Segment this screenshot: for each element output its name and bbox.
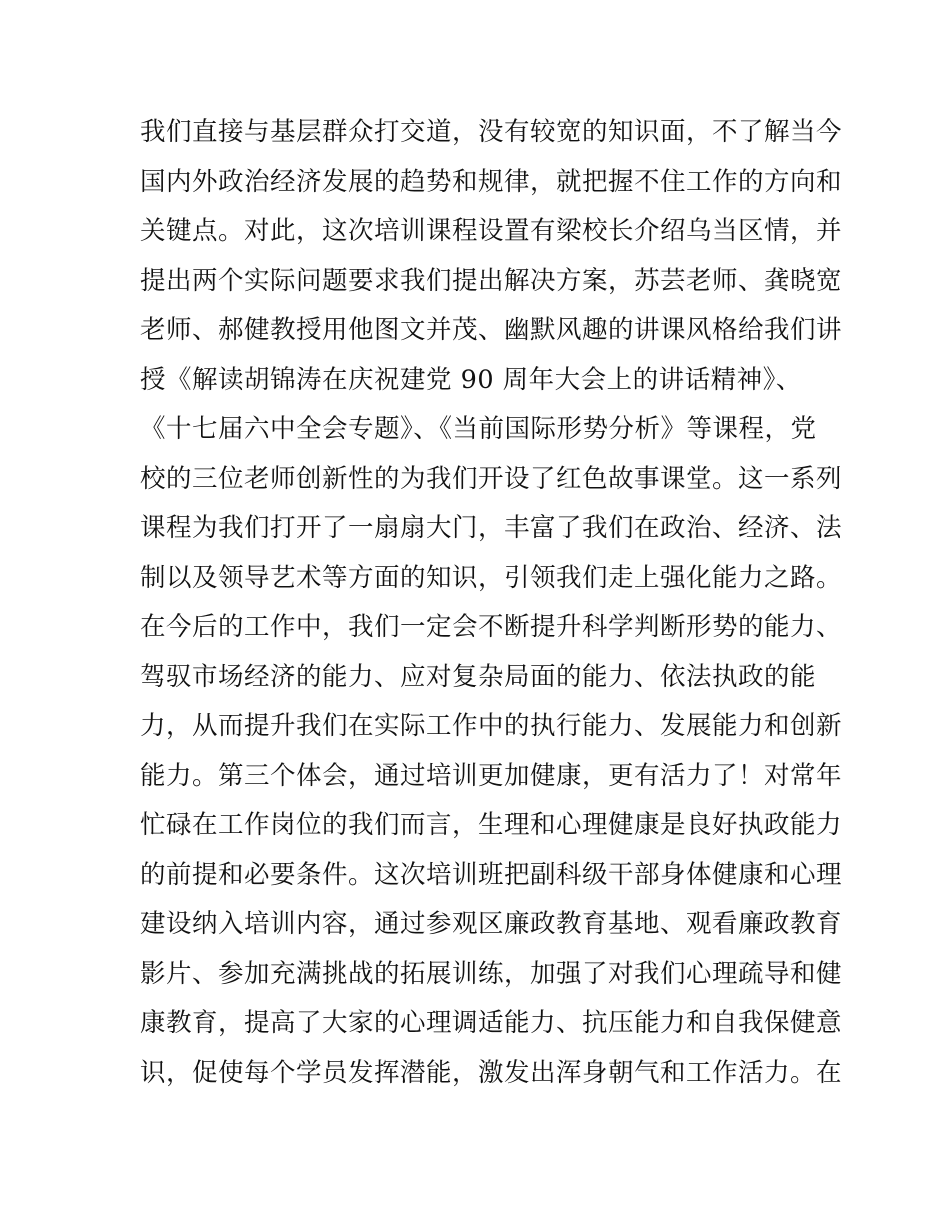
text-line: 老师、郝健教授用他图文并茂、幽默风趣的讲课风格给我们讲	[140, 315, 843, 345]
text-line: 的前提和必要条件。这次培训班把副科级干部身体健康和心理	[140, 859, 843, 890]
text-line: 在今后的工作中，我们一定会不断提升科学判断形势的能力、	[140, 612, 843, 642]
text-line: 课程为我们打开了一扇扇大门，丰富了我们在政治、经济、法	[140, 513, 843, 543]
text-line: 驾驭市场经济的能力、应对复杂局面的能力、依法执政的能	[140, 661, 817, 692]
text-line: 建设纳入培训内容，通过参观区廉政教育基地、观看廉政教育	[140, 909, 843, 939]
text-line: 提出两个实际问题要求我们提出解决方案，苏芸老师、龚晓宽	[140, 265, 843, 296]
text-line: 康教育，提高了大家的心理调适能力、抗压能力和自我保健意	[140, 1008, 843, 1038]
text-line: 影片、参加充满挑战的拓展训练，加强了对我们心理疏导和健	[140, 958, 843, 989]
text-line: 能力。第三个体会，通过培训更加健康，更有活力了！对常年	[140, 760, 843, 791]
text-line: 力，从而提升我们在实际工作中的执行能力、发展能力和创新	[140, 711, 843, 741]
text-line: 忙碌在工作岗位的我们而言，生理和心理健康是良好执政能力	[140, 810, 843, 840]
text-line: 关键点。对此，这次培训课程设置有梁校长介绍乌当区情，并	[140, 216, 843, 246]
text-line: 授《解读胡锦涛在庆祝建党 90 周年大会上的讲话精神》、	[140, 364, 802, 395]
text-line: 国内外政治经济发展的趋势和规律，就把握不住工作的方向和	[140, 166, 843, 197]
text-line: 识，促使每个学员发挥潜能，激发出浑身朝气和工作活力。在	[140, 1057, 843, 1088]
text-line: 制以及领导艺术等方面的知识，引领我们走上强化能力之路。	[140, 562, 843, 593]
text-line: 我们直接与基层群众打交道，没有较宽的知识面，不了解当今	[140, 117, 843, 147]
text-line: 校的三位老师创新性的为我们开设了红色故事课堂。这一系列	[140, 463, 843, 494]
body-text	[140, 108, 843, 1098]
text-line: 《十七届六中全会专题》、《当前国际形势分析》等课程，党	[140, 414, 817, 444]
